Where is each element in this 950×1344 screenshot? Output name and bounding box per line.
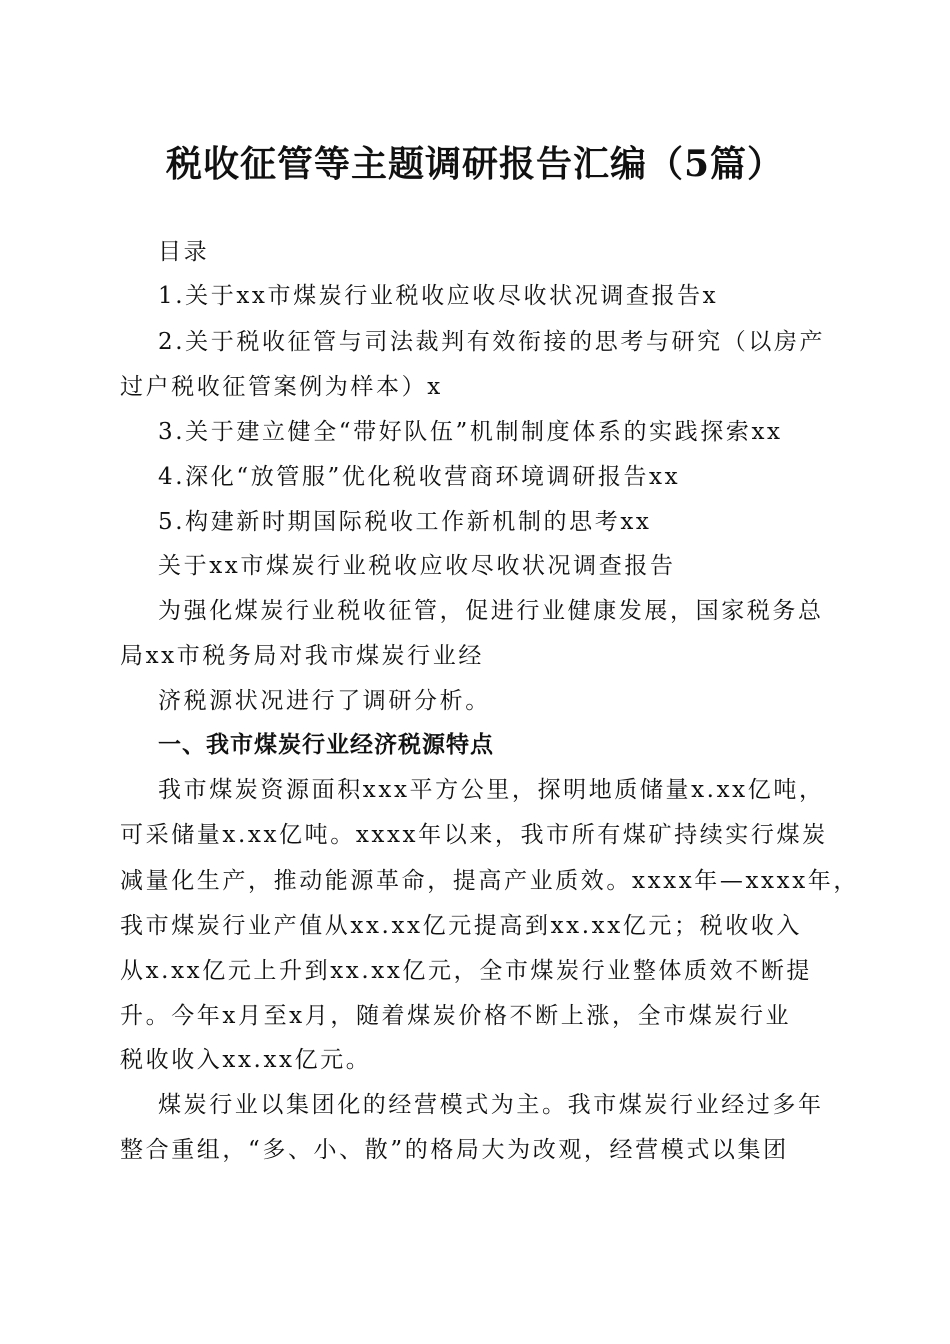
para1-line-4: 我市煤炭行业产值从xx.xx亿元提高到xx.xx亿元；税收收入 (120, 913, 802, 939)
toc-label: 目录 (158, 239, 210, 265)
para1-line-1: 我市煤炭资源面积xxx平方公里，探明地质储量x.xx亿吨， (158, 777, 825, 803)
toc-item-3: 3.关于建立健全“带好队伍”机制制度体系的实践探索xx (158, 419, 783, 445)
para1-line-5: 从x.xx亿元上升到xx.xx亿元，全市煤炭行业整体质效不断提 (120, 958, 813, 984)
toc-item-2: 2.关于税收征管与司法裁判有效衔接的思考与研究（以房产 (158, 329, 826, 355)
toc-item-1: 1.关于xx市煤炭行业税收应收尽收状况调查报告x (158, 283, 719, 309)
para1-line-2: 可采储量x.xx亿吨。xxxx年以来，我市所有煤矿持续实行煤炭 (120, 822, 828, 848)
section-title: 关于xx市煤炭行业税收应收尽收状况调查报告 (158, 553, 676, 579)
intro-line-3: 济税源状况进行了调研分析。 (158, 688, 491, 714)
document-title: 税收征管等主题调研报告汇编（5篇） (165, 143, 785, 185)
para1-line-7: 税收收入xx.xx亿元。 (120, 1047, 372, 1073)
para2-line-2: 整合重组，“多、小、散”的格局大为改观，经营模式以集团 (120, 1137, 789, 1163)
toc-item-2-cont: 过户税收征管案例为样本）x (120, 374, 443, 400)
intro-line-1: 为强化煤炭行业税收征管，促进行业健康发展，国家税务总 (158, 598, 824, 624)
para2-line-1: 煤炭行业以集团化的经营模式为主。我市煤炭行业经过多年 (158, 1092, 824, 1118)
para1-line-6: 升。今年x月至x月，随着煤炭价格不断上涨，全市煤炭行业 (120, 1003, 792, 1029)
toc-item-4: 4.深化“放管服”优化税收营商环境调研报告xx (158, 464, 681, 490)
heading-1: 一、我市煤炭行业经济税源特点 (158, 732, 494, 758)
para1-line-3: 减量化生产，推动能源革命，提高产业质效。xxxx年—xxxx年， (120, 868, 859, 894)
toc-item-5: 5.构建新时期国际税收工作新机制的思考xx (158, 509, 652, 535)
intro-line-2: 局xx市税务局对我市煤炭行业经 (120, 643, 484, 669)
